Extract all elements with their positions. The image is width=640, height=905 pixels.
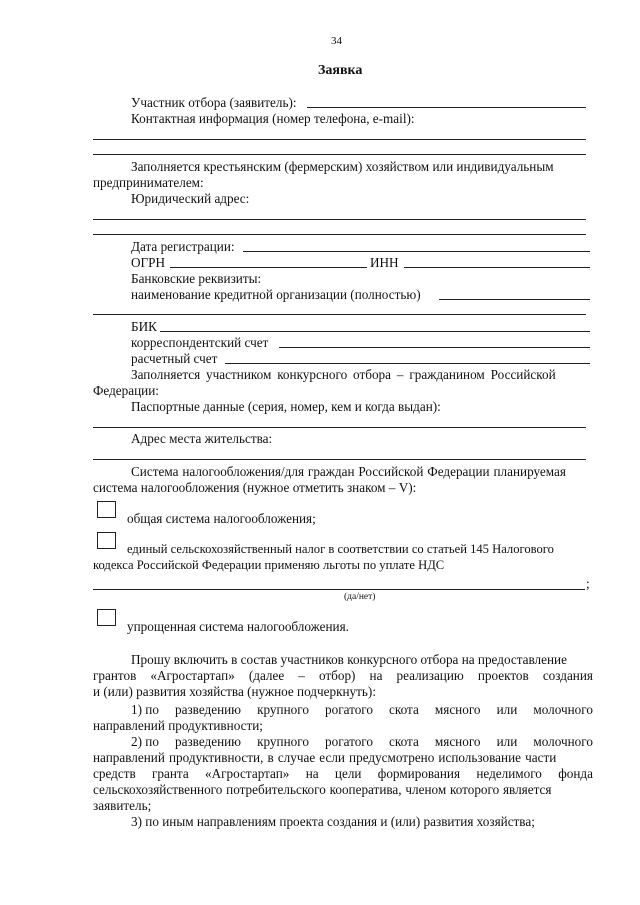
settlement-account-label: расчетный счет	[131, 351, 218, 366]
option-1[interactable]: 1) по разведению крупного рогатого скота мясного или молочного	[131, 702, 593, 717]
contact-field-line-2[interactable]	[93, 154, 586, 155]
request-line-3: и (или) развития хозяйства (нужное подчеркнуть):	[93, 684, 376, 699]
page-number: 34	[331, 35, 342, 47]
registration-date-label: Дата регистрации:	[131, 239, 235, 254]
option-2-line-5[interactable]: заявитель;	[93, 798, 152, 813]
participant-label: Участник отбора (заявитель):	[131, 95, 297, 110]
simplified-tax-label: упрощенная система налогообложения.	[127, 619, 349, 634]
document-title: Заявка	[318, 63, 363, 78]
legal-address-field-2[interactable]	[93, 234, 586, 235]
bank-details-label: Банковские реквизиты:	[131, 271, 262, 286]
citizen-intro: Заполняется участником конкурсного отбора – гражданином Российской	[131, 367, 556, 382]
registration-date-field[interactable]	[243, 251, 590, 252]
request-line-2: грантов «Агростартап» (далее – отбор) на реализацию проектов создания	[93, 668, 593, 683]
residence-label: Адрес места жительства:	[131, 431, 273, 446]
esn-tax-label-2: кодекса Российской Федерации применяю льготы по уплате НДС	[93, 558, 445, 572]
option-2-line-3[interactable]: средств гранта «Агростартап» на цели формирования неделимого фонда	[93, 766, 593, 781]
esn-tax-label-1: единый сельскохозяйственный налог в соответствии со статьей 145 Налогового	[127, 542, 554, 556]
corr-account-label: корреспондентский счет	[131, 335, 269, 350]
citizen-intro-cont: Федерации:	[93, 383, 159, 398]
bik-field[interactable]	[160, 331, 590, 332]
option-1-cont[interactable]: направлений продуктивности;	[93, 718, 263, 733]
simplified-tax-checkbox[interactable]	[97, 609, 116, 626]
farmer-intro-cont: предпринимателем:	[93, 175, 204, 190]
ogrn-field[interactable]	[170, 267, 367, 268]
contact-field-line-1[interactable]	[93, 139, 586, 140]
farmer-intro: Заполняется крестьянским (фермерским) хозяйством или индивидуальным	[131, 159, 554, 174]
option-2-line-4[interactable]: сельскохозяйственного потребительского кооператива, членом которого является	[93, 782, 552, 797]
inn-field[interactable]	[404, 267, 590, 268]
general-tax-checkbox[interactable]	[97, 501, 116, 518]
credit-org-field-1[interactable]	[439, 299, 590, 300]
tax-intro: Система налогообложения/для граждан Российской Федерации планируемая	[131, 464, 566, 479]
credit-org-field-2[interactable]	[93, 314, 586, 315]
legal-address-label: Юридический адрес:	[131, 191, 250, 206]
option-3[interactable]: 3) по иным направлениям проекта создания и (или) развития хозяйства;	[131, 814, 535, 829]
tax-intro-cont: система налогообложения (нужное отметить знаком – V):	[93, 480, 417, 495]
residence-field[interactable]	[93, 459, 586, 460]
request-line-1: Прошу включить в состав участников конкурсного отбора на предоставление	[131, 652, 567, 667]
general-tax-label: общая система налогообложения;	[127, 511, 316, 526]
credit-org-label: наименование кредитной организации (полностью)	[131, 287, 421, 302]
vat-benefit-field[interactable]	[93, 589, 585, 590]
vat-semicolon: ;	[586, 576, 590, 591]
option-2[interactable]: 2) по разведению крупного рогатого скота мясного или молочного	[131, 734, 593, 749]
passport-label: Паспортные данные (серия, номер, кем и когда выдан):	[131, 399, 441, 414]
legal-address-field-1[interactable]	[93, 219, 586, 220]
contact-label: Контактная информация (номер телефона, e-mail):	[131, 111, 415, 126]
vat-hint: (да/нет)	[344, 592, 376, 602]
option-2-line-2[interactable]: направлений продуктивности, в случае если предусмотрено использование части	[93, 750, 557, 765]
bik-label: БИК	[131, 319, 157, 334]
esn-tax-checkbox[interactable]	[97, 532, 116, 549]
settlement-account-field[interactable]	[225, 363, 590, 364]
corr-account-field[interactable]	[279, 347, 590, 348]
passport-field[interactable]	[93, 427, 586, 428]
inn-label: ИНН	[370, 255, 399, 270]
participant-field[interactable]	[307, 107, 586, 108]
ogrn-label: ОГРН	[131, 255, 166, 270]
